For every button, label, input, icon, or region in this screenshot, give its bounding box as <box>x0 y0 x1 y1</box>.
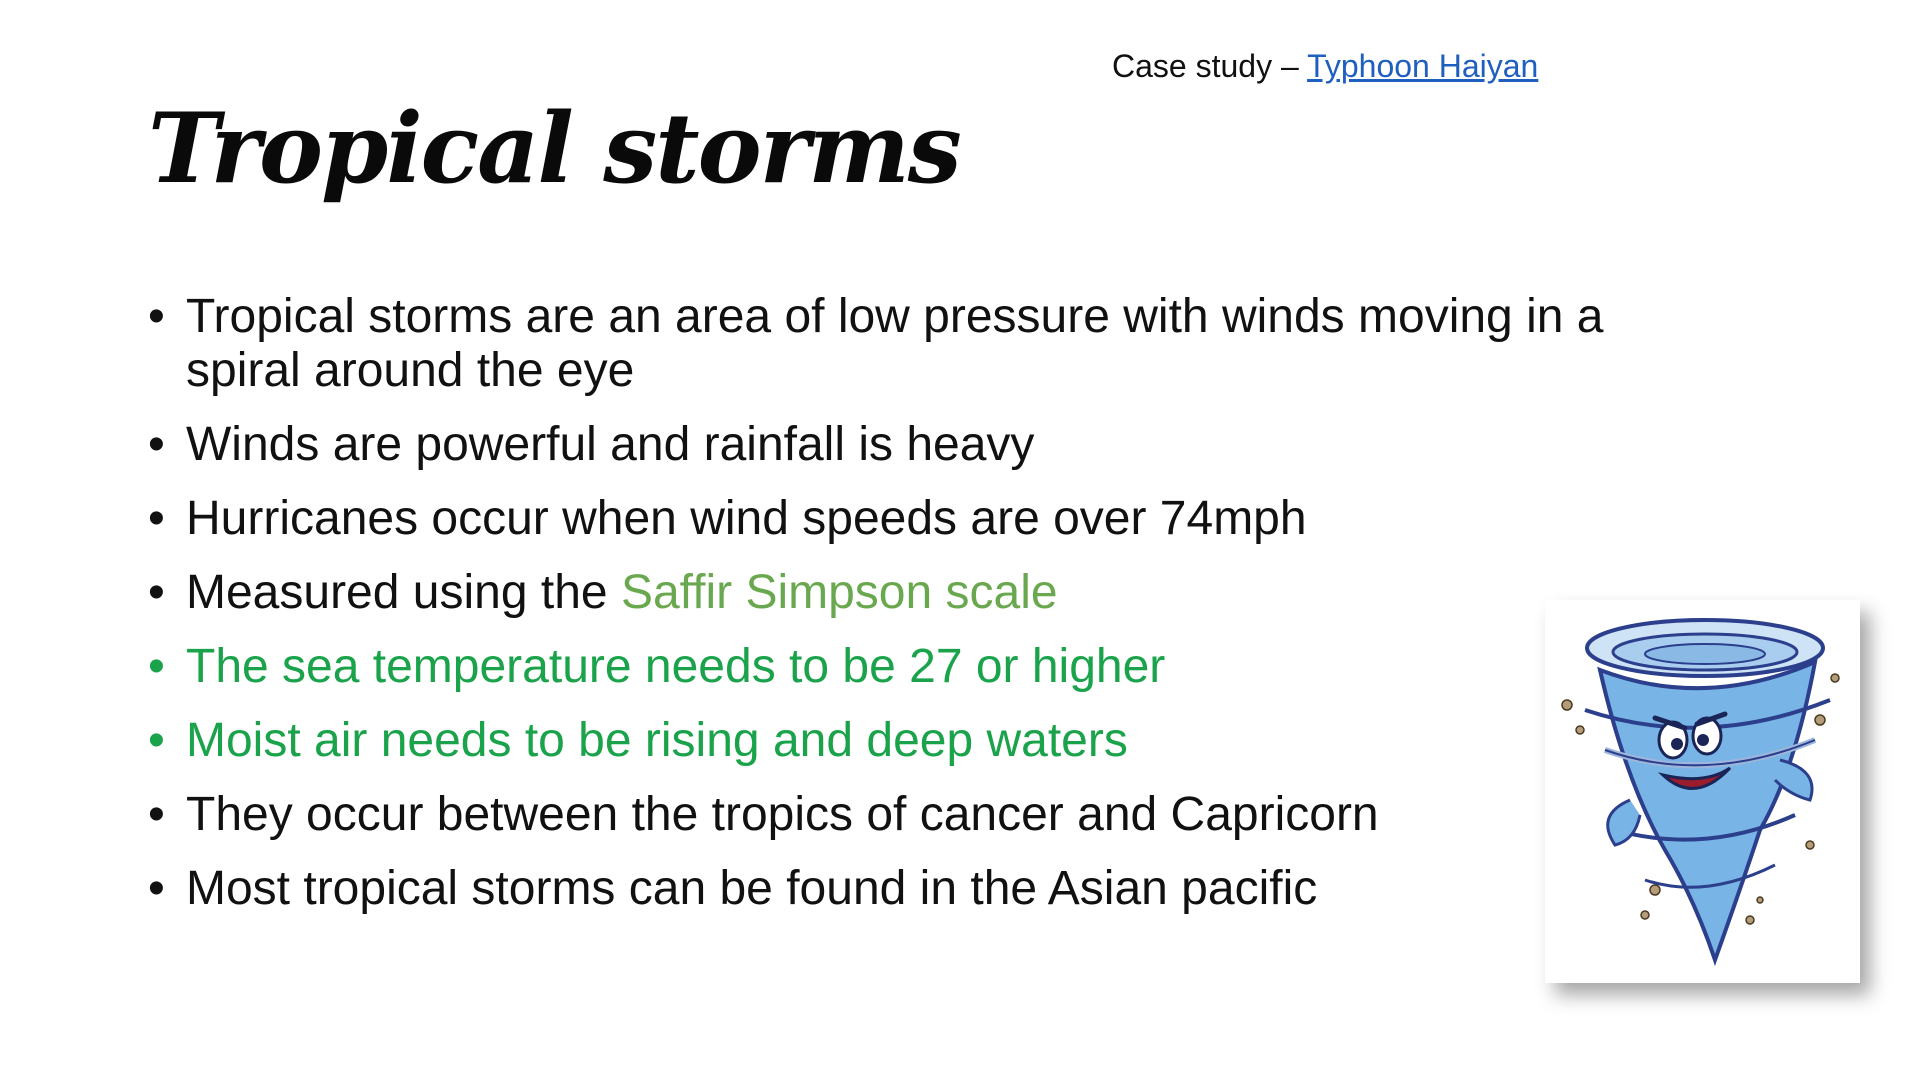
bullet-list <box>148 290 1708 936</box>
bullet-text: Most tropical storms can be found in the Asian pacific <box>186 862 1318 915</box>
typhoon-haiyan-link[interactable]: Typhoon Haiyan <box>1307 48 1539 84</box>
bullet-item <box>148 492 1708 546</box>
bullet-text: Moist air needs to be rising and deep waters <box>186 714 1128 767</box>
bullet-dot: • <box>148 862 165 915</box>
bullet-item <box>148 290 1708 398</box>
bullet-item <box>148 418 1708 472</box>
bullet-item <box>148 862 1708 916</box>
bullet-text: Measured using the <box>186 566 621 619</box>
bullet-dot: • <box>148 566 165 619</box>
bullet-item-green <box>148 714 1708 768</box>
bullet-dot: • <box>148 290 165 343</box>
bullet-item <box>148 566 1708 620</box>
bullet-item <box>148 788 1708 842</box>
bullet-text: Winds are powerful and rainfall is heavy <box>186 418 1035 471</box>
saffir-simpson-highlight: Saffir Simpson scale <box>620 566 1058 619</box>
bullet-dot: • <box>148 640 165 693</box>
bullet-item-green <box>148 640 1708 694</box>
bullet-text: They occur between the tropics of cancer and Capricorn <box>186 788 1379 841</box>
case-study-header <box>1112 48 1538 85</box>
bullet-text: The sea temperature needs to be 27 or higher <box>186 640 1166 693</box>
bullet-dot: • <box>148 492 165 545</box>
slide-title: Tropical storms <box>148 92 960 205</box>
tornado-cartoon-image <box>1545 600 1860 983</box>
bullet-dot: • <box>148 418 165 471</box>
case-study-label: Case study – <box>1112 48 1308 84</box>
bullet-text: Tropical storms are an area of low pressure with winds moving in a spiral around the eye <box>186 290 1604 397</box>
bullet-text: Hurricanes occur when wind speeds are over 74mph <box>186 492 1307 545</box>
bullet-dot: • <box>148 714 165 767</box>
bullet-dot: • <box>148 788 165 841</box>
tornado-cartoon-icon <box>1545 600 1860 983</box>
